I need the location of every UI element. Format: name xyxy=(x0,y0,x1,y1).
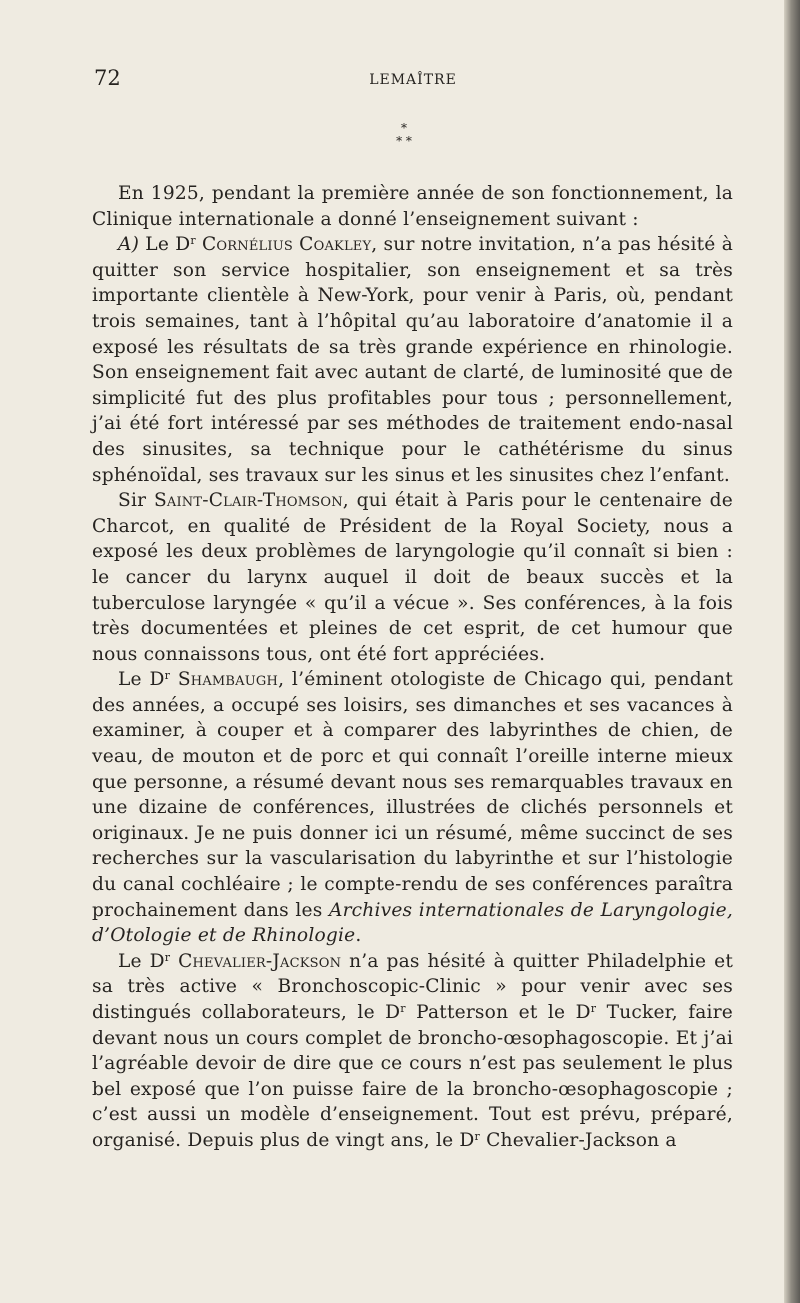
section-ornament xyxy=(12,122,796,148)
title-prefix: Le D xyxy=(118,950,165,972)
paragraph-jackson xyxy=(92,949,733,1154)
list-marker: A) xyxy=(118,234,140,256)
title-superscript: r xyxy=(164,669,171,683)
title-prefix: Le D xyxy=(139,234,191,256)
title-superscript: r xyxy=(164,950,171,964)
paragraph-text: , qui était à Paris pour le centenaire de Charcot, en qualité de Président de la Royal Society, nous a exposé les deux problèmes de laryngologie qu’il connaît si bien : le cancer du larynx auquel il doit de beaux succès et la tuberculose laryngée « qu’il a vécue ». Ses conférences, à la fois très documentées et pleines de cet esprit, de cet humour que nous connaissons tous, ont été fort appréciées. xyxy=(92,490,733,665)
page-edge-shadow xyxy=(784,0,800,1303)
journal-title: Archives internationales de Laryngologie, d’Otologie et de Rhinologie xyxy=(92,899,733,947)
title-prefix: Sir xyxy=(118,490,154,512)
person-name: Cornélius Coakley xyxy=(195,234,372,256)
person-name: Saint-Clair-Thomson xyxy=(153,490,343,512)
paragraph-end: . xyxy=(355,925,362,947)
page-header xyxy=(94,66,732,96)
title-superscript: r xyxy=(474,1129,481,1143)
page-number: 72 xyxy=(94,66,121,90)
person-name: Chevalier-Jackson xyxy=(170,950,342,972)
paragraph-text: , sur notre invitation, n’a pas hésité à quitter son service hospitalier, son enseignement et sa très importante clientèle à New-York, pour venir à Paris, où, pendant trois semaines, tant à l’hôpital qu’au laboratoire d’anatomie il a exposé les résultats de sa très grande expérience en rhinologie. Son enseignement fait avec autant de clarté, de luminosité que de simplicité fut des plus profitables pour tous ; personnellement, j’ai été fort intéressé par ses méthodes de traitement endo-nasal des sinusites, sa technique pour le cathétérisme du sinus sphénoïdal, ses travaux sur les sinus et les sinusites chez l’enfant. xyxy=(92,234,733,486)
ornament-top-star: * xyxy=(401,121,407,135)
title-superscript: r xyxy=(590,1002,597,1015)
paragraph-intro: En 1925, pendant la première année de son fonctionnement, la Clinique internationale a donné l’enseignement suivant : xyxy=(92,183,733,230)
paragraph-text: n’a pas hésité à quitter Philadelphie et sa très active « Bronchoscopic-Clinic » pour venir avec ses distingués collaborateurs, le D xyxy=(92,950,733,1023)
paragraph-thomson xyxy=(92,488,733,667)
body-text xyxy=(92,181,733,1154)
running-head: LEMAÎTRE xyxy=(369,72,457,88)
person-name: Shambaugh xyxy=(170,669,279,691)
title-superscript: r xyxy=(190,234,196,248)
paragraph-text: Tucker, faire devant nous un cours complet de broncho-œsophagoscopie. Et j’ai l’agréable devoir de dire que ce cours n’est pas seulement le plus bel exposé que l’on puisse faire de la broncho-œsophagoscopie ; c’est aussi un modèle d’enseignement. Tout est prévu, préparé, organisé. Depuis plus de vingt ans, le D xyxy=(92,1002,733,1151)
paragraph-text: Patterson et le D xyxy=(405,1002,591,1023)
paragraph-coakley xyxy=(92,232,733,488)
title-prefix: Le D xyxy=(118,669,165,691)
title-superscript: r xyxy=(400,1002,406,1015)
paragraph-shambaugh xyxy=(92,667,733,949)
paragraph-text: Chevalier-Jackson a xyxy=(480,1129,677,1151)
ornament-bottom-stars: * * xyxy=(396,134,412,148)
paragraph-text: , l’éminent otologiste de Chicago qui, pendant des années, a occupé ses loisirs, ses dimanches et ses vacances à examiner, à couper et à comparer des labyrinthes de chien, de veau, de mouton et de porc et qui connaît l’oreille interne mieux que personne, a résumé devant nous ses remarquables travaux en une dizaine de conférences, illustrées de clichés personnels et originaux. Je ne puis donner ici un résumé, même succinct de ses recherches sur la vascularisation du labyrinthe et sur l’histologie du canal cochléaire ; le compte-rendu de ses conférences paraîtra prochainement dans les xyxy=(92,669,733,921)
